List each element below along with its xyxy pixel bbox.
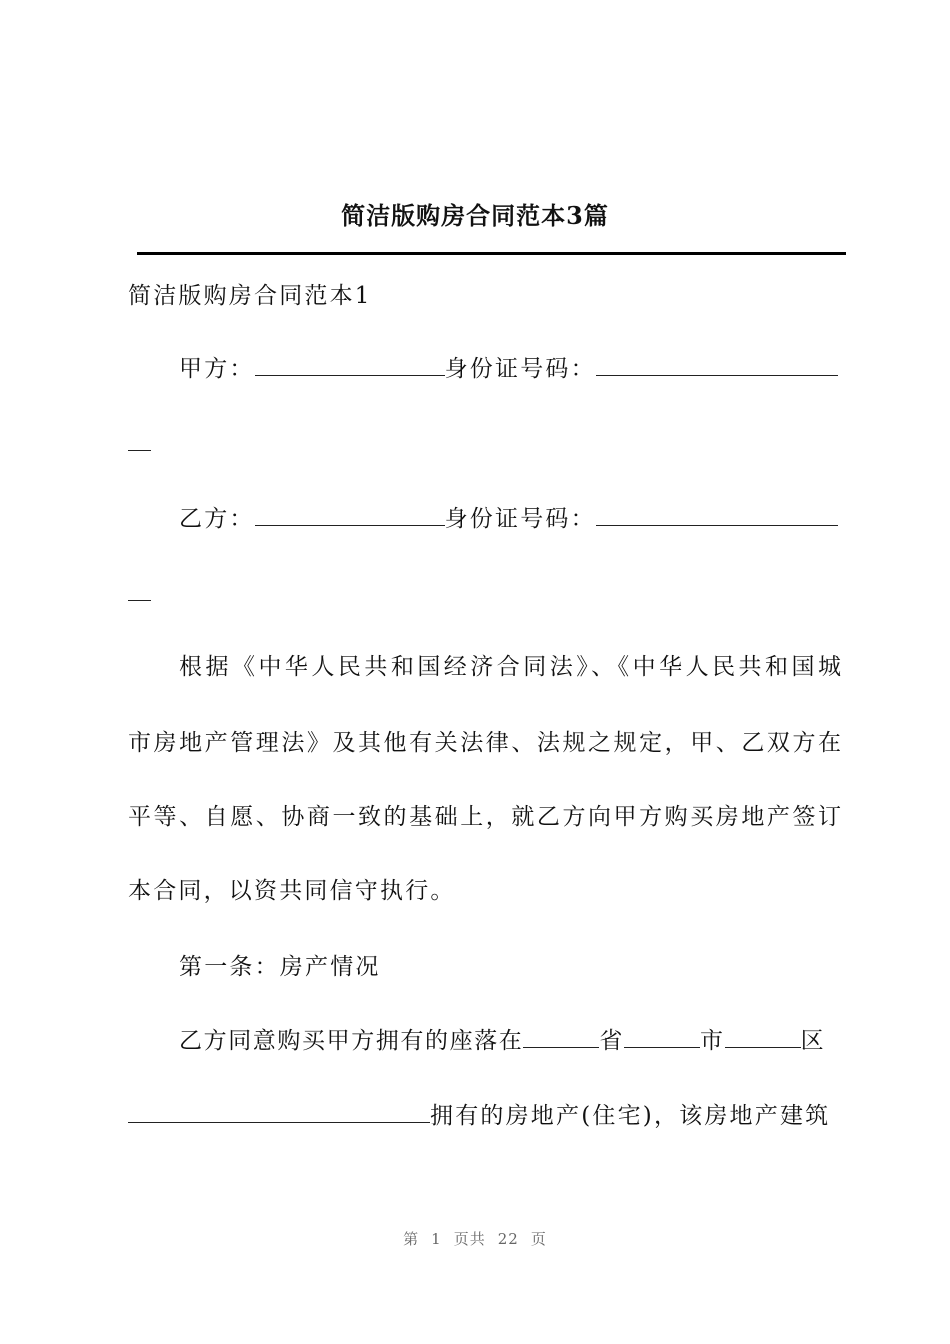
party-b-id-blank-continued: [128, 578, 151, 601]
article1-line-1: [179, 1025, 841, 1057]
address-blank: [128, 1100, 430, 1123]
article1-prefix: 乙方同意购买甲方拥有的座落在: [179, 1028, 524, 1054]
party-a-row-continued: [128, 428, 841, 460]
party-b-name-blank: [255, 503, 445, 526]
section-heading: 简洁版购房合同范本1: [128, 283, 372, 309]
city-blank: [624, 1025, 700, 1048]
district-blank: [725, 1025, 801, 1048]
page-footer: [0, 1228, 950, 1249]
province-blank: [523, 1025, 599, 1048]
document-title: 简洁版购房合同范本3篇: [341, 201, 609, 230]
footer-of-label: 页共: [453, 1230, 486, 1248]
article1-suffix: 拥有的房地产(住宅)，该房地产建筑: [430, 1103, 831, 1129]
party-a-id-blank-continued: [128, 428, 151, 451]
party-a-name-blank: [255, 353, 445, 376]
party-b-id-label: 身份证号码：: [444, 506, 596, 532]
party-a-id-label: 身份证号码：: [444, 356, 596, 382]
title-rule: [137, 252, 846, 255]
preamble-line-4: 本合同，以资共同信守执行。: [128, 878, 456, 904]
party-a-id-blank: [596, 353, 838, 376]
district-label: 区: [800, 1028, 826, 1054]
province-label: 省: [599, 1028, 625, 1054]
city-label: 市: [700, 1028, 725, 1054]
party-b-label: 乙方：: [179, 506, 255, 532]
footer-page-label: 第: [403, 1230, 420, 1248]
party-b-row: [179, 503, 841, 535]
party-b-row-continued: [128, 578, 841, 610]
footer-page-number: 1: [431, 1230, 442, 1248]
footer-total-pages: 22: [497, 1230, 519, 1248]
preamble-line-2: 市房地产管理法》及其他有关法律、法规之规定，甲、乙双方在: [128, 730, 841, 756]
party-a-row: [179, 353, 841, 385]
preamble-line-1: 根据《中华人民共和国经济合同法》、《中华人民共和国城: [179, 654, 841, 680]
party-b-id-blank: [596, 503, 838, 526]
article1-line-2: [128, 1100, 841, 1132]
party-a-label: 甲方：: [179, 356, 255, 382]
article1-heading: 第一条：房产情况: [179, 954, 381, 980]
preamble-line-3: 平等、自愿、协商一致的基础上，就乙方向甲方购买房地产签订: [128, 804, 841, 830]
footer-page-suffix: 页: [530, 1230, 547, 1248]
